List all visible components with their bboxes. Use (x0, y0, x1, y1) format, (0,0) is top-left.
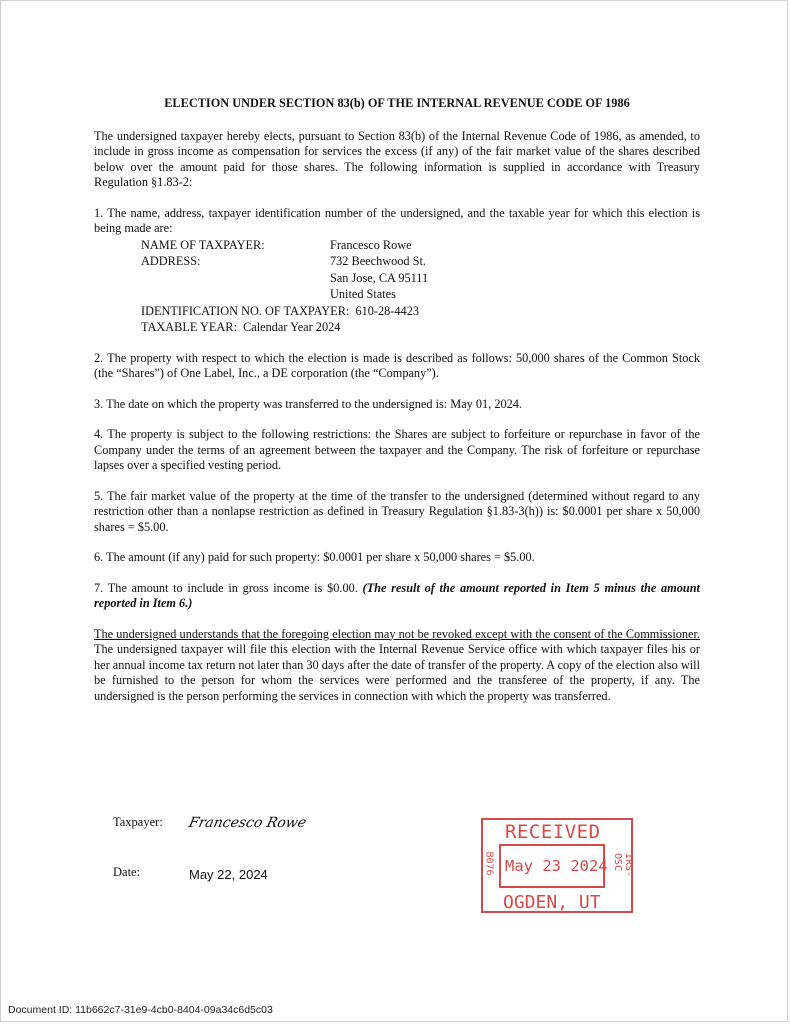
name-value: Francesco Rowe (330, 237, 412, 252)
item-2: 2. The property with respect to which the election is made is described as follows: 50,000 shares of the Common Stock (the “Shares”) of One Label, Inc., a DE corporation (the “Company”). (94, 350, 700, 380)
irs-received-stamp (479, 818, 639, 918)
taxpayer-label: Taxpayer: (113, 815, 163, 829)
item-6: 6. The amount (if any) paid for such property: $0.0001 per share x 50,000 shares = $5.00. (94, 550, 535, 564)
filing-statement: The undersigned taxpayer will file this election with the Internal Revenue Service office with which taxpayer files his or her annual income tax return not later than 30 days after the date of transfer of the property. A copy of the election also will be furnished to the person for whom the services were performed and the transferee of the property, if any. The undersigned is the person performing the services in connection with which the property was transferred. (94, 642, 700, 703)
stamp-location: OGDEN, UT (503, 892, 601, 913)
address-label: ADDRESS: (141, 254, 201, 268)
item-3: 3. The date on which the property was transferred to the undersigned is: May 01, 2024. (94, 396, 523, 411)
document-id: Document ID: 11b662c7-31e9-4cb0-8404-09a34c6d5c03 (8, 1004, 273, 1016)
taxpayer-info-table (141, 237, 428, 336)
intro-paragraph: The undersigned taxpayer hereby elects, pursuant to Section 83(b) of the Internal Revenue Code of 1986, as amended, to include in gross income as compensation for services the excess (if any) of the fair market value of the shares described below over the amount paid for those shares. The following information is supplied in accordance with Treasury Regulation §1.83-2: (94, 128, 700, 189)
year-value: Calendar Year 2024 (243, 320, 341, 334)
date-label: Date: (113, 865, 141, 879)
closing-paragraph (94, 627, 700, 705)
date-value: May 22, 2024 (189, 867, 268, 882)
stamp-left-code: B076 (483, 851, 495, 876)
taxable-year-row (141, 319, 428, 336)
revocation-statement: The undersigned understands that the foregoing election may not be revoked except with the consent of the Commissioner. (94, 626, 700, 641)
address-line-3: United States (330, 287, 396, 301)
stamp-received-text: RECEIVED (505, 821, 601, 843)
item-7-main: 7. The amount to include in gross income is $0.00. (94, 580, 358, 595)
item-1: 1. The name, address, taxpayer identification number of the undersigned, and the taxable year for which this election is being made are: (94, 205, 700, 235)
item-7 (94, 581, 700, 612)
taxpayer-signature: Francesco Rowe (187, 815, 308, 831)
stamp-date: May 23 2024 (505, 857, 608, 875)
name-label: NAME OF TAXPAYER: (141, 237, 265, 252)
id-value: 610-28-4423 (355, 303, 419, 318)
address-line-1: 732 Beechwood St. (330, 254, 426, 268)
item-5: 5. The fair market value of the property at the time of the transfer to the undersigned (determined without regard to any restriction other than a nonlapse restriction as defined in Treasury Regulation §1.83-3(h)) is: $0.0001 per share x 50,000 shares = $5.00. (94, 488, 700, 534)
identification-row (141, 303, 428, 320)
id-label: IDENTIFICATION NO. OF TAXPAYER: (141, 303, 350, 318)
document-title: ELECTION UNDER SECTION 83(b) OF THE INTERNAL REVENUE CODE OF 1986 (164, 96, 630, 110)
item-4: 4. The property is subject to the following restrictions: the Shares are subject to forfeiture or repurchase in favor of the Company under the terms of an agreement between the taxpayer and the Company. The risk of forfeiture or repurchase lapses over a specified vesting period. (94, 427, 700, 472)
document-body (94, 96, 700, 719)
year-label: TAXABLE YEAR: (141, 320, 237, 334)
address-line-2: San Jose, CA 95111 (330, 270, 429, 285)
stamp-right-code: IRS-OSC (612, 853, 634, 878)
item-7-note: (The result of the amount reported in Item 5 minus the amount reported in Item 6.) (94, 580, 700, 610)
